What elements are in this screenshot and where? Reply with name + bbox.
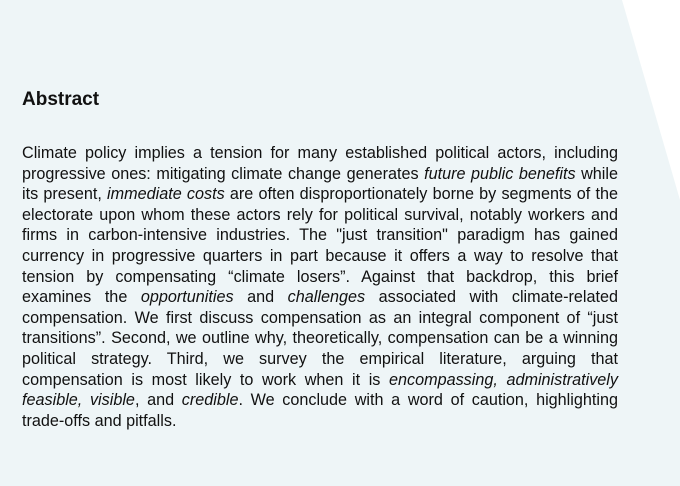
abstract-emphasis-segment: future public benefits — [424, 164, 576, 183]
abstract-text-segment: . We conclude with a word of caution, highlighting trade-offs and pitfalls. — [22, 391, 618, 430]
abstract-section — [22, 88, 618, 431]
abstract-emphasis-segment: challenges — [287, 288, 366, 307]
abstract-emphasis-segment: encompassing, administratively feasible, visible — [22, 370, 618, 410]
abstract-text-segment: , and — [134, 391, 182, 410]
abstract-text-segment: while its present, — [22, 164, 618, 204]
abstract-text-segment: Climate policy implies a tension for many established political actors, including progressive ones: mitigating climate change generates — [22, 144, 618, 183]
abstract-emphasis-segment: immediate costs — [107, 185, 225, 204]
abstract-emphasis-segment: opportunities — [140, 288, 234, 307]
abstract-text-segment: associated with climate-related compensation. We first discuss compensation as an integral component of “just transitions”. Second, we outline why, theoretically, compensation can be a winning political strategy. Third, we survey the empirical literature, arguing that compensation is most likely to work when it is — [22, 288, 619, 389]
abstract-heading: Abstract — [22, 89, 100, 110]
abstract-text-segment: and — [233, 288, 288, 307]
abstract-text-segment: are often disproportionately borne by segments of the electorate upon whom these actors rely for political survival, notably workers and firms in carbon-intensive industries. The "just transition" paradigm has gained currency in progressive quarters in part because it offers a way to resolve that tension by compensating “climate losers”. Against that backdrop, this brief examines the — [22, 185, 618, 307]
abstract-emphasis-segment: credible — [181, 391, 239, 410]
abstract-body — [22, 143, 618, 431]
